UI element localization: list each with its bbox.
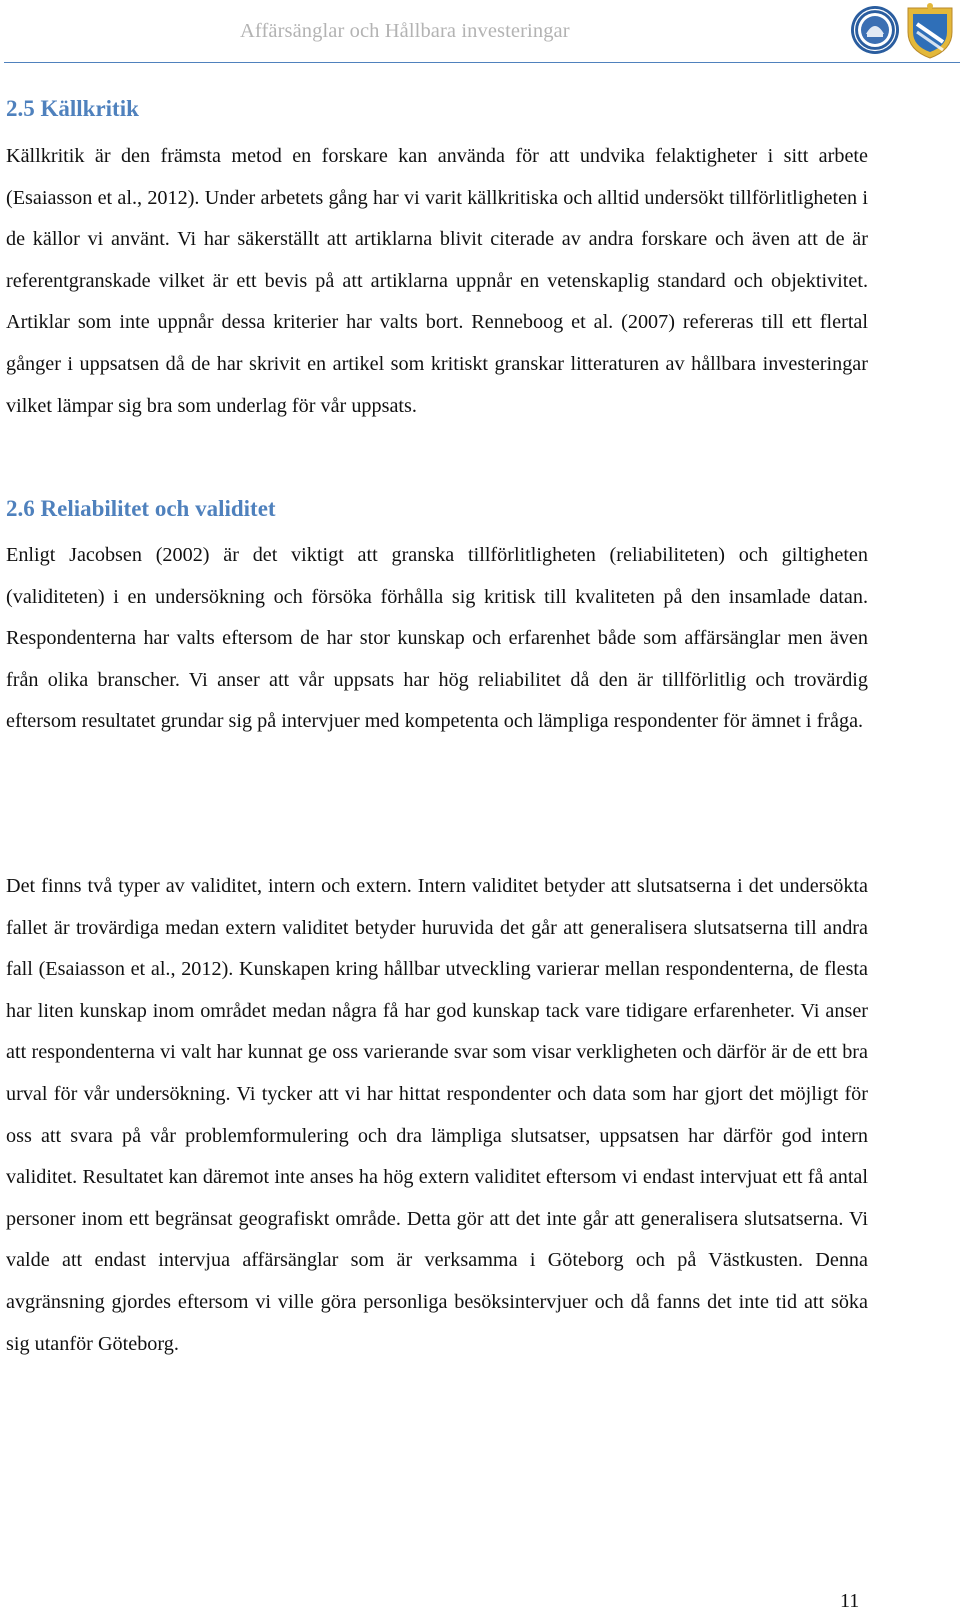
header-divider: [4, 62, 960, 63]
page-number: 11: [840, 1590, 860, 1612]
paragraph-reliabilitet-1: Enligt Jacobsen (2002) är det viktigt att granska tillförlitligheten (reliabiliteten) och giltigheten (validiteten) i en undersökning och försöka förhålla sig kritisk till kvaliteten på den insamlade datan. Respondenterna har valts eftersom de har stor kunskap och erfarenhet både som affärsänglar men även från olika branscher. Vi anser att vår uppsats har hög reliabilitet då den är tillförlitlig och trovärdig eftersom resultatet grundar sig på intervjuer med kompetenta och lämpliga respondenter för ämnet i fråga.: [6, 544, 868, 732]
running-header-title: Affärsänglar och Hållbara investeringar: [240, 20, 570, 42]
paragraph-kallkritik: Källkritik är den främsta metod en forskare kan använda för att undvika felaktigheter i sitt arbete (Esaiasson et al., 2012). Under arbetets gång har vi varit källkritiska och alltid undersökt tillförlitligheten i de källor vi använt. Vi har säkerställt att artiklarna blivit citerade av andra forskare och även att de är referentgranskade vilket är ett bevis på att artiklarna uppnår en vetenskaplig standard och objektivitet. Artiklar som inte uppnår dessa kriterier har valts bort. Renneboog et al. (2007) refereras till ett flertal gånger i uppsatsen då de har skrivit en artikel som kritiskt granskar litteraturen av hållbara investeringar vilket lämpar sig bra som underlag för vår uppsats.: [6, 145, 868, 417]
header-logos: [850, 2, 956, 60]
section-heading-reliabilitet: 2.6 Reliabilitet och validitet: [6, 496, 276, 521]
section-heading-kallkritik: 2.5 Källkritik: [6, 96, 139, 121]
paragraph-reliabilitet-2: Det finns två typer av validitet, intern och extern. Intern validitet betyder att slutsatserna i det undersökta fallet är trovärdiga medan extern validitet betyder huruvida det går att generalisera slutsatserna till andra fall (Esaiasson et al., 2012). Kunskapen kring hållbar utveckling varierar mellan respondenterna, de flesta har liten kunskap inom området medan några få har god kunskap tack vare tidigare erfarenheter. Vi anser att respondenterna vi valt har kunnat ge oss varierande svar som visar verkligheten och därför är de ett bra urval för vår undersökning. Vi tycker att vi har hittat respondenter och data som har gjort det möjligt för oss att svara på vår problemformulering och dra lämpliga slutsatser, uppsatsen har därför god intern validitet. Resultatet kan däremot inte anses ha hög extern validitet eftersom vi endast intervjuat ett få antal personer inom ett begränsat geografiskt område. Detta gör att det inte går att generalisera slutsatserna. Vi valde att endast intervjua affärsänglar som är verksamma i Göteborg och på Västkusten. Denna avgränsning gjordes eftersom vi ville göra personliga besöksintervjuer och då fanns det inte tid att söka sig utanför Göteborg.: [6, 875, 868, 1355]
crest-shield-icon: [908, 3, 952, 58]
university-seal-icon: [851, 6, 899, 54]
university-seal-icon: [850, 2, 956, 60]
